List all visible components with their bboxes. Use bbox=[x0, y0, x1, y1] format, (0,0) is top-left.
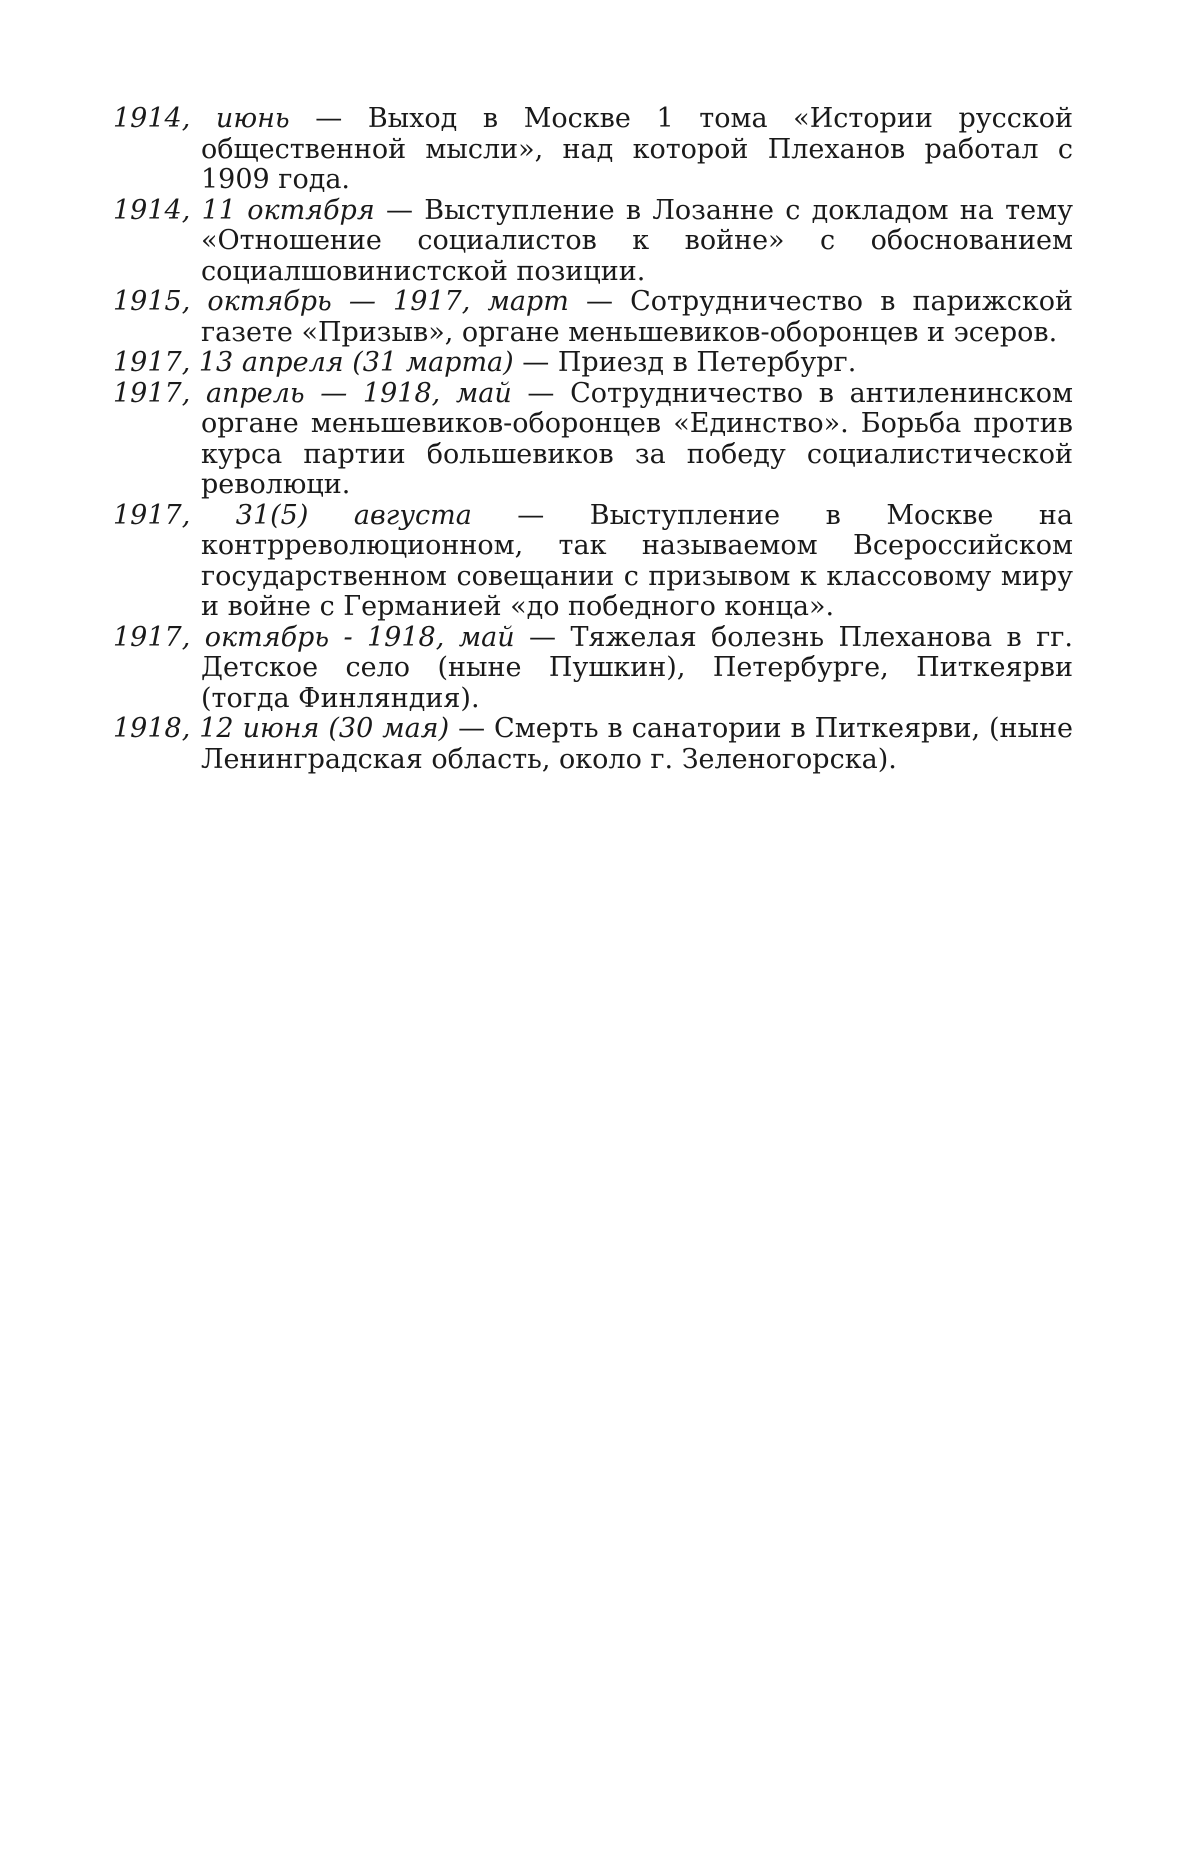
entry-text: Тяжелая болезнь Плеханова в гг. Детское село (ныне Пушкин), Петербурге, Питкеярви (тогда Финляндия). bbox=[201, 621, 1073, 714]
chronology-entry: 1917, апрель — 1918, май — Сотрудничество в антиленинском органе меньшевиков-оборонцев «Единство». Борьба против курса партии большевиков за победу социалистической революци. bbox=[113, 377, 1073, 500]
entry-text: Приезд в Петербург. bbox=[557, 347, 857, 378]
chronology-entry: 1918, 12 июня (30 мая) — Смерть в санатории в Питкеярви, (ныне Ленинградская область, около г. Зеленогорска). bbox=[113, 713, 1073, 775]
chronology-entry: 1917, 13 апреля (31 марта) — Приезд в Петербург. bbox=[113, 347, 857, 378]
chronology-page bbox=[113, 104, 1073, 775]
chronology-entry: 1917, октябрь - 1918, май — Тяжелая болезнь Плеханова в гг. Детское село (ныне Пушкин), Петербурге, Питкеярви (тогда Финляндия). bbox=[113, 621, 1073, 714]
entry-text: Выход в Москве 1 тома «Истории русской общественной мысли», над которой Плеханов работал с 1909 года. bbox=[201, 103, 1073, 195]
entry-date: 1918, 12 июня (30 мая) bbox=[113, 713, 450, 744]
chronology-entry: 1914, 11 октября — Выступление в Лозанне с докладом на тему «Отношение социалистов к войне» с обоснованием социалшовинистской позиции. bbox=[113, 194, 1073, 287]
chronology-entry: 1914, июнь — Выход в Москве 1 тома «Истории русской общественной мысли», над которой Плеханов работал с 1909 года. bbox=[113, 103, 1073, 195]
entry-date: 1914, 11 октября bbox=[113, 194, 375, 226]
entry-date: 1917, апрель — 1918, май bbox=[113, 377, 512, 409]
entry-text: Выступление в Москве на контрреволюционном, так называемом Всероссийском государственном совещании с призывом к классовому миру и войне с Германией «до победного конца». bbox=[201, 499, 1073, 622]
chronology-entry: 1915, октябрь — 1917, март — Сотрудничество в парижской газете «Призыв», органе меньшевиков-оборонцев и эсеров. bbox=[113, 286, 1073, 348]
entry-date: 1917, октябрь - 1918, май bbox=[113, 621, 515, 653]
entry-text: Смерть в санатории в Питкеярви, (ныне Ленинградская область, около г. Зеленогорска). bbox=[201, 713, 1073, 775]
entry-date: 1914, июнь bbox=[113, 103, 290, 134]
entry-text: Сотрудничество в антиленинском органе меньшевиков-оборонцев «Единство». Борьба против курса партии большевиков за победу социалистической революци. bbox=[201, 377, 1073, 500]
entry-text: Выступление в Лозанне с докладом на тему «Отношение социалистов к войне» с обоснованием социалшовинистской позиции. bbox=[201, 194, 1073, 287]
chronology-entry: 1917, 31(5) августа — Выступление в Москве на контрреволюционном, так называемом Всероссийском государственном совещании с призывом к классовому миру и войне с Германией «до победного конца». bbox=[113, 499, 1073, 622]
entry-date: 1915, октябрь — 1917, март bbox=[113, 286, 569, 317]
entry-text: Сотрудничество в парижской газете «Призыв», органе меньшевиков-оборонцев и эсеров. bbox=[201, 286, 1073, 348]
entry-date: 1917, 31(5) августа bbox=[113, 499, 472, 531]
entry-date: 1917, 13 апреля (31 марта) bbox=[113, 347, 514, 378]
